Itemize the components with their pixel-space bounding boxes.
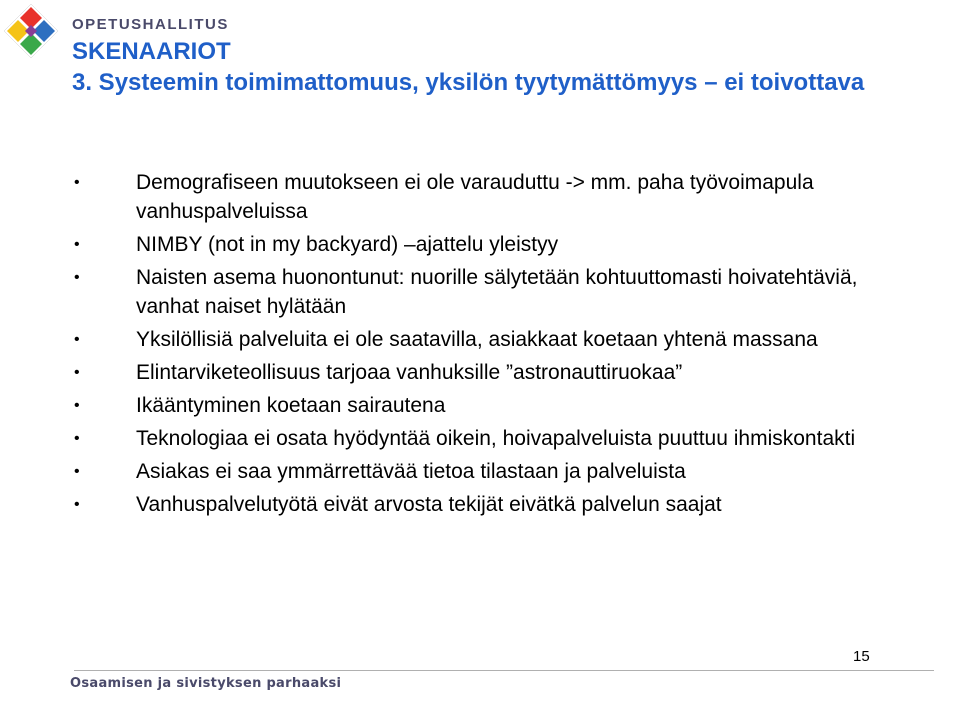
bullet-text: Teknologiaa ei osata hyödyntää oikein, hoivapalveluista puuttuu ihmiskontakti [136,427,856,450]
bullet-item [74,457,874,486]
bullet-item [74,358,874,387]
bullet-item [74,424,874,453]
bullet-text: Asiakas ei saa ymmärrettävää tietoa tilastaan ja palveluista [136,460,686,483]
bullet-item [74,168,874,226]
bullet-icon: • [74,430,80,447]
bullet-text: Ikääntyminen koetaan sairautena [136,394,446,417]
bullet-icon: • [74,331,80,348]
bullet-item [74,391,874,420]
bullet-text: Naisten asema huonontunut: nuorille sälytetään kohtuuttomasti hoivatehtäviä, vanhat naiset hylätään [136,266,858,318]
slide-title [72,36,932,98]
bullet-item [74,325,874,354]
bullet-text: NIMBY (not in my backyard) –ajattelu yleistyy [136,233,559,256]
bullet-icon: • [74,397,80,414]
bullet-text: Elintarviketeollisuus tarjoaa vanhuksille ”astronauttiruokaa” [136,361,683,384]
title-subheading: 3. Systeemin toimimattomuus, yksilön tyytymättömyys – ei toivottava [72,69,865,96]
bullet-icon: • [74,364,80,381]
bullet-icon: • [74,496,80,513]
footer-divider [74,670,934,671]
footer-slogan: Osaamisen ja sivistyksen parhaaksi [70,676,342,691]
bullet-icon: • [74,174,80,191]
bullet-list [74,168,874,523]
bullet-item [74,263,874,321]
bullet-icon: • [74,463,80,480]
bullet-icon: • [74,269,80,286]
page-number: 15 [853,648,870,665]
opetushallitus-logo-icon [4,4,58,58]
bullet-text: Demografiseen muutokseen ei ole varauduttu -> mm. paha työvoimapula vanhuspalveluissa [136,171,814,223]
bullet-text: Yksilöllisiä palveluita ei ole saatavilla, asiakkaat koetaan yhtenä massana [136,328,818,351]
logo-wordmark: OPETUSHALLITUS [72,16,229,33]
title-heading: SKENAARIOT [72,38,231,65]
bullet-item [74,230,874,259]
bullet-text: Vanhuspalvelutyötä eivät arvosta tekijät eivätkä palvelun saajat [136,493,722,516]
bullet-item [74,490,874,519]
bullet-icon: • [74,236,80,253]
